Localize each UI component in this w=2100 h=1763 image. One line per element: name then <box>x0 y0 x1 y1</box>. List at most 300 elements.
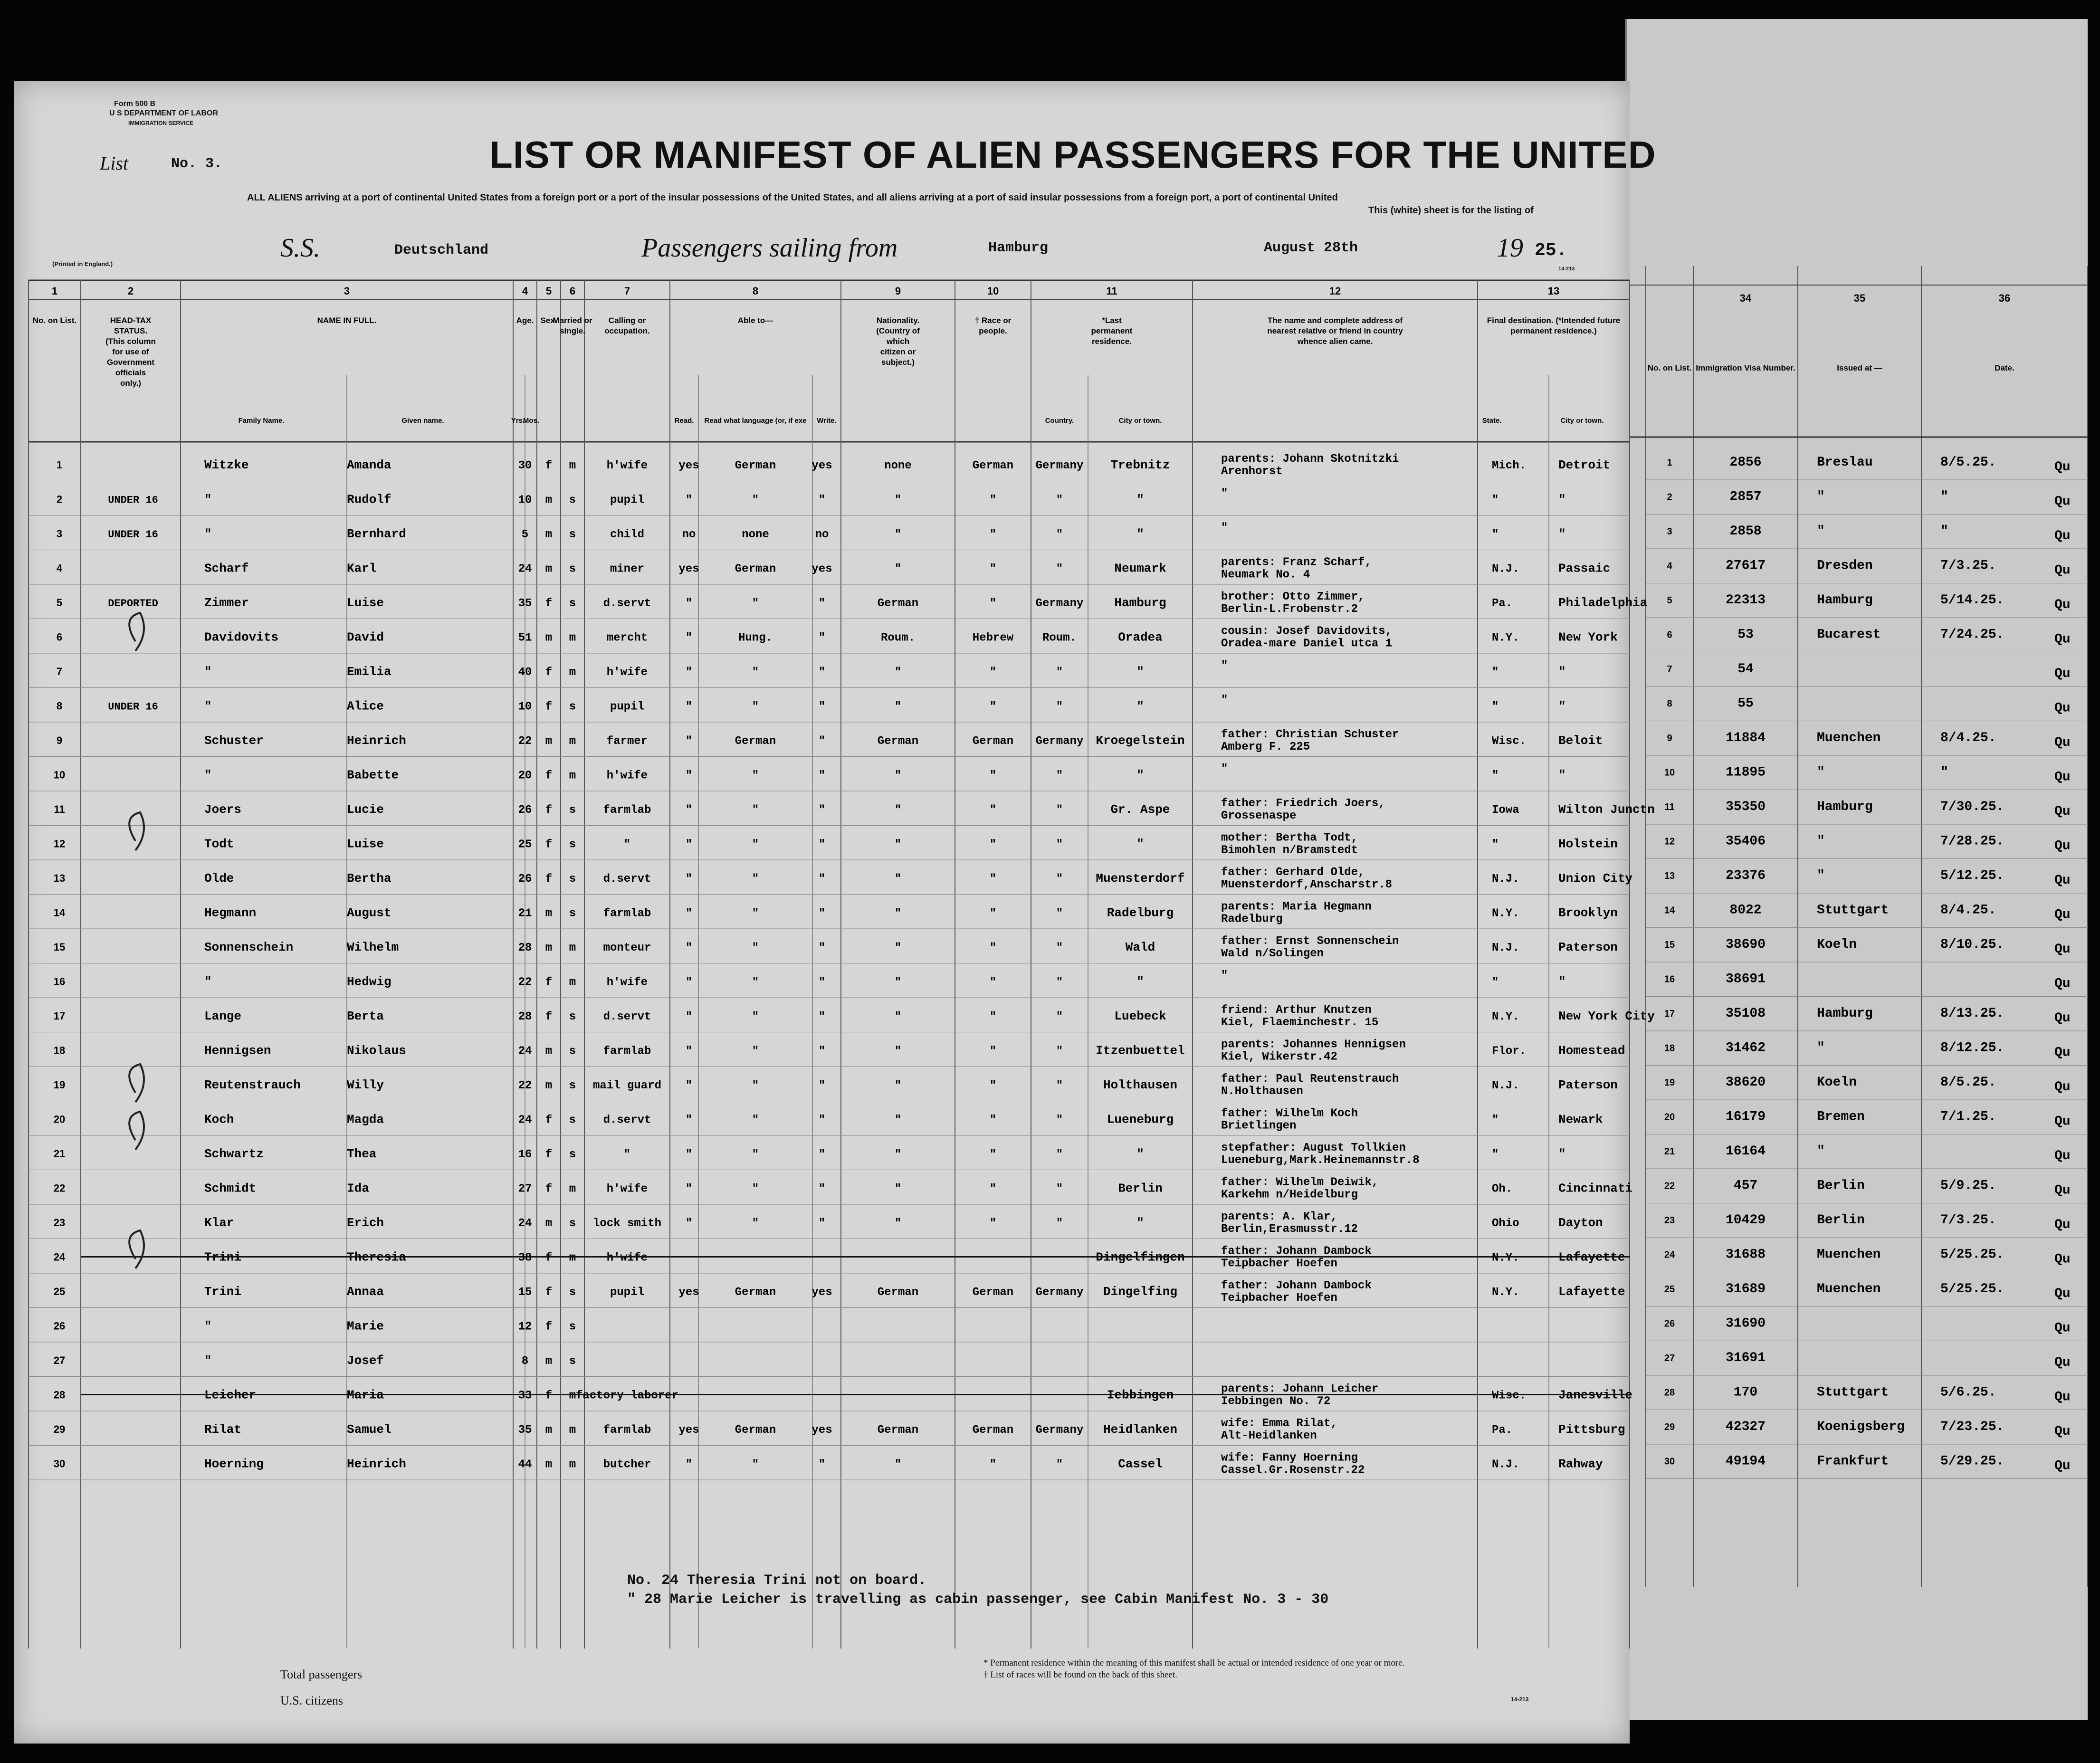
issue-date: 8/10.25. <box>1940 937 2005 952</box>
cell-age: 35 <box>518 597 532 610</box>
cell-ms: m <box>569 1458 576 1471</box>
cell-family: " <box>204 768 212 782</box>
note-2: " 28 Marie Leicher is travelling as cabin passenger, see Cabin Manifest No. 3 - 30 <box>627 1591 1329 1608</box>
issue-date: 8/4.25. <box>1940 731 1996 745</box>
visa-number: 10429 <box>1725 1213 1766 1228</box>
cell-lang: " <box>752 1148 759 1161</box>
quota-mark: Qu <box>2054 770 2071 785</box>
cell-sex: m <box>545 1458 553 1471</box>
column-header: whence alien came. <box>1297 337 1373 346</box>
back-sheet <box>1625 19 2088 1720</box>
cell-write: " <box>818 494 826 507</box>
quota-mark: Qu <box>2054 907 2071 923</box>
cell-nat: " <box>894 562 902 576</box>
cell-city: Trebnitz <box>1110 458 1170 472</box>
cell-family: " <box>204 1319 212 1334</box>
handwritten-mark <box>129 1230 144 1268</box>
cell-given: Heinrich <box>347 734 406 748</box>
cell-sex: f <box>545 769 553 782</box>
row-number: 23 <box>53 1217 66 1229</box>
sailing-date: August 28th <box>1264 240 1358 256</box>
issued-at: " <box>1817 1040 1825 1056</box>
cell-sex: m <box>545 494 553 507</box>
cell-read: yes <box>678 1286 699 1299</box>
right-row-number: 21 <box>1664 1146 1675 1157</box>
cell-family: Schmidt <box>204 1181 257 1196</box>
cell-sex: f <box>545 666 553 679</box>
column-header: which <box>886 337 910 346</box>
issue-date: 8/12.25. <box>1940 1040 2005 1056</box>
visa-number: 42327 <box>1725 1420 1766 1434</box>
cell-city: Iebbingen <box>1107 1388 1174 1402</box>
cell-dest: Paterson <box>1558 1078 1618 1092</box>
cell-nat: " <box>894 700 902 714</box>
cell-city: " <box>1136 837 1144 851</box>
cell-occ: h'wife <box>606 1182 648 1196</box>
cell-occ: mercht <box>606 631 648 645</box>
cell-country: " <box>1056 942 1063 954</box>
subheader: Read what language (or, if exe <box>704 417 807 425</box>
cell-race: " <box>989 666 997 679</box>
column-number: 8 <box>752 285 759 297</box>
relative-line: wife: Emma Rilat, <box>1221 1417 1337 1430</box>
cell-country: " <box>1056 562 1063 576</box>
subheader: State. <box>1482 417 1502 425</box>
cell-read: " <box>685 1217 693 1230</box>
relative-line: parents: Franz Scharf, <box>1221 556 1372 569</box>
cell-state: N.J. <box>1492 562 1519 576</box>
right-row-number: 7 <box>1667 664 1672 675</box>
column-header: † Race or <box>974 316 1012 325</box>
cell-state: Iowa <box>1492 804 1519 817</box>
cell-state: Oh. <box>1492 1182 1513 1196</box>
column-header: (This column <box>105 337 156 346</box>
column-number: 1 <box>51 285 58 297</box>
cell-dest: New York <box>1558 630 1618 645</box>
cell-sex: f <box>545 976 553 989</box>
cell-write: " <box>818 1148 826 1161</box>
issued-at: " <box>1817 765 1825 780</box>
subheader: Write. <box>817 417 837 425</box>
footnote-1: * Permanent residence within the meaning of this manifest shall be actual or intended residence of one year or more. <box>983 1658 1405 1668</box>
cell-occ: pupil <box>610 494 645 507</box>
quota-mark: Qu <box>2054 1045 2071 1060</box>
column-header: residence. <box>1091 337 1132 346</box>
cell-family: Scharf <box>204 561 249 576</box>
row-number: 7 <box>56 666 63 677</box>
cell-write: " <box>818 873 826 886</box>
column-number: 10 <box>987 285 999 297</box>
cell-read: " <box>685 1148 693 1161</box>
relative-line: parents: Johann Leicher <box>1221 1382 1379 1396</box>
cell-given: Samuel <box>347 1422 391 1437</box>
cell-given: Lucie <box>347 802 384 817</box>
cell-occ: child <box>610 528 645 541</box>
cell-age: 10 <box>518 494 532 507</box>
cell-given: Bertha <box>347 871 391 886</box>
right-row-number: 24 <box>1664 1249 1675 1260</box>
cell-country: Germany <box>1035 459 1084 472</box>
column-header: No. on List. <box>32 316 77 325</box>
relative-line: " <box>1221 522 1228 534</box>
cell-given: Annaa <box>347 1285 384 1299</box>
row-number: 25 <box>53 1286 66 1297</box>
cell-country: " <box>1056 976 1063 989</box>
cell-race: " <box>989 1217 997 1230</box>
relative-line: father: Wilhelm Koch <box>1221 1107 1358 1120</box>
visa-number: 16179 <box>1725 1109 1766 1125</box>
cell-tax: UNDER 16 <box>108 494 158 506</box>
issued-at: Berlin <box>1817 1213 1865 1228</box>
relative-line: Karkehm n/Heidelburg <box>1221 1188 1358 1201</box>
list-label: List <box>100 152 129 174</box>
issue-date: 7/3.25. <box>1940 1213 1996 1228</box>
cell-read: yes <box>678 1424 699 1437</box>
cell-occ: h'wife <box>606 459 648 472</box>
right-column-header: Immigration Visa Number. <box>1696 363 1795 372</box>
relative-line: father: Friedrich Joers, <box>1221 797 1385 810</box>
cell-age: 15 <box>518 1286 532 1299</box>
cell-dest: Cincinnati <box>1558 1181 1633 1196</box>
year-prefix: 19 <box>1497 233 1523 263</box>
row-number: 11 <box>54 803 65 815</box>
cell-country: " <box>1056 528 1063 541</box>
cell-state: " <box>1492 528 1499 541</box>
right-row-number: 14 <box>1664 905 1675 916</box>
cell-sex: m <box>545 1424 553 1437</box>
cell-dest: " <box>1558 1147 1566 1161</box>
column-number: 13 <box>1547 285 1560 297</box>
quota-mark: Qu <box>2054 1252 2071 1267</box>
cell-read: " <box>685 804 693 817</box>
cell-given: Magda <box>347 1112 384 1127</box>
visa-number: 31688 <box>1725 1247 1766 1262</box>
cell-ms: s <box>569 873 576 886</box>
relative-line: Cassel.Gr.Rosenstr.22 <box>1221 1464 1365 1477</box>
cell-nat: " <box>894 838 902 851</box>
cell-dest: Beloit <box>1558 734 1603 748</box>
cell-state: " <box>1492 1114 1499 1127</box>
quota-mark: Qu <box>2054 873 2071 888</box>
cell-lang: " <box>752 838 759 851</box>
cell-write: " <box>818 597 826 610</box>
cell-state: N.Y. <box>1492 1251 1519 1265</box>
cell-nat: " <box>894 1079 902 1092</box>
column-header: Able to— <box>737 316 773 325</box>
right-row-number: 4 <box>1667 561 1672 572</box>
port-name: Hamburg <box>988 240 1049 256</box>
cell-ms: s <box>569 1286 576 1299</box>
cell-country: " <box>1056 1182 1063 1196</box>
cell-occ: butcher <box>603 1458 651 1471</box>
cell-sex: m <box>545 528 553 541</box>
row-number: 29 <box>53 1423 66 1435</box>
relative-line: Wald n/Solingen <box>1221 947 1324 960</box>
relative-line: Alt-Heidlanken <box>1221 1429 1317 1442</box>
cell-city: " <box>1136 768 1144 782</box>
visa-number: 31691 <box>1725 1351 1766 1365</box>
column-header: *Last <box>1102 316 1122 325</box>
cell-country: Germany <box>1035 1424 1084 1437</box>
cell-city: Berlin <box>1118 1181 1163 1196</box>
subheader: Mos. <box>523 417 540 425</box>
cell-ms: s <box>569 838 576 851</box>
footnote-2: † List of races will be found on the back of this sheet. <box>983 1670 1177 1680</box>
relative-line: Bimohlen n/Bramstedt <box>1221 844 1358 857</box>
issue-date: 5/9.25. <box>1940 1178 1996 1193</box>
row-number: 21 <box>53 1148 66 1160</box>
cell-city: Wald <box>1125 940 1155 954</box>
quota-mark: Qu <box>2054 667 2071 681</box>
issued-at: Bucarest <box>1817 627 1881 642</box>
relative-line: Oradea-mare Daniel utca 1 <box>1221 637 1393 650</box>
cell-sex: f <box>545 1114 553 1127</box>
cell-age: 24 <box>518 1045 532 1058</box>
relative-line: Neumark No. 4 <box>1221 568 1310 581</box>
row-number: 1 <box>56 459 63 471</box>
cell-given: Luise <box>347 596 384 610</box>
relative-line: Berlin-L.Frobenstr.2 <box>1221 603 1358 616</box>
row-number: 17 <box>53 1010 66 1022</box>
cell-city: Dingelfing <box>1103 1285 1178 1299</box>
visa-number: 23376 <box>1725 868 1766 883</box>
cell-dest: Lafayette <box>1558 1285 1625 1299</box>
cell-write: " <box>818 666 826 679</box>
cell-read: " <box>685 1079 693 1092</box>
visa-number: 11895 <box>1725 765 1766 780</box>
relative-line: Teipbacher Hoefen <box>1221 1292 1337 1305</box>
row-number: 5 <box>56 597 63 609</box>
column-header: subject.) <box>881 358 915 367</box>
cell-lang: " <box>752 1182 759 1196</box>
row-number: 24 <box>53 1251 66 1263</box>
quota-mark: Qu <box>2054 942 2071 957</box>
row-number: 27 <box>53 1354 66 1366</box>
visa-number: 38620 <box>1725 1075 1766 1090</box>
cell-write: " <box>818 1217 826 1230</box>
cell-write: " <box>818 769 826 782</box>
cell-family: " <box>204 492 212 507</box>
cell-state: N.Y. <box>1492 907 1519 920</box>
year: 25. <box>1535 240 1567 261</box>
cell-read: " <box>685 494 693 507</box>
cell-age: 12 <box>518 1320 532 1334</box>
cell-age: 24 <box>518 1114 532 1127</box>
cell-nat: " <box>894 528 902 541</box>
right-row-number: 2 <box>1667 492 1672 503</box>
footer-code: 14-213 <box>1511 1696 1529 1703</box>
cell-country: Germany <box>1035 1286 1084 1299</box>
cell-occ: mail guard <box>592 1079 662 1092</box>
cell-ms: s <box>569 1320 576 1334</box>
visa-number: 31689 <box>1725 1282 1766 1296</box>
cell-write: " <box>818 1182 826 1196</box>
cell-ms: s <box>569 494 576 507</box>
cell-family: Rilat <box>204 1422 242 1437</box>
cell-lang: German <box>735 1424 776 1437</box>
issue-date: 5/6.25. <box>1940 1385 1996 1400</box>
quota-mark: Qu <box>2054 460 2071 475</box>
relative-line: father: Christian Schuster <box>1221 728 1399 741</box>
cell-age: 30 <box>518 459 532 472</box>
cell-ms: m <box>569 769 576 782</box>
visa-number: 35108 <box>1725 1006 1766 1021</box>
cell-age: 35 <box>518 1424 532 1437</box>
cell-age: 24 <box>518 1217 532 1230</box>
quota-mark: Qu <box>2054 1321 2071 1336</box>
visa-number: 16164 <box>1725 1144 1766 1159</box>
right-column-number: 35 <box>1853 292 1866 304</box>
cell-sex: m <box>545 1079 553 1092</box>
subtitle: ALL ALIENS arriving at a port of continental United States from a foreign port or a port of the insular possessions of the United States, and all aliens arriving at a port of said insular possessions from a foreign port, a port of continental United <box>247 192 1338 203</box>
list-number: No. 3. <box>171 156 223 172</box>
column-number: 9 <box>895 285 901 297</box>
cell-lang: " <box>752 1458 759 1471</box>
cell-age: 22 <box>518 976 532 989</box>
cell-lang: none <box>742 528 769 541</box>
cell-family: Schwartz <box>204 1147 264 1161</box>
visa-number: 22313 <box>1725 593 1766 608</box>
column-number: 4 <box>522 285 528 297</box>
cell-occ: farmlab <box>603 1045 651 1058</box>
cell-race: " <box>989 700 997 714</box>
cell-occ: h'wife <box>606 1251 648 1265</box>
cell-given: Wilhelm <box>347 940 399 954</box>
visa-number: 31690 <box>1725 1316 1766 1331</box>
cell-city: Cassel <box>1118 1457 1163 1471</box>
cell-race: " <box>989 1182 997 1196</box>
row-number: 16 <box>53 975 66 988</box>
cell-write: yes <box>811 562 832 576</box>
cell-race: " <box>989 838 997 851</box>
cell-family: Witzke <box>204 458 249 472</box>
column-header: Government <box>106 358 155 367</box>
quota-mark: Qu <box>2054 839 2071 854</box>
cell-read: " <box>685 1010 693 1023</box>
cell-write: " <box>818 735 826 748</box>
visa-number: 27617 <box>1725 558 1766 573</box>
right-row-number: 26 <box>1664 1318 1675 1329</box>
issued-at: " <box>1817 868 1825 883</box>
cell-ms: s <box>569 1114 576 1127</box>
column-number: 11 <box>1106 285 1117 297</box>
cell-age: 21 <box>518 907 532 920</box>
cell-age: 16 <box>518 1148 532 1161</box>
right-column-number: 34 <box>1739 292 1752 304</box>
issued-at: Muenchen <box>1817 1282 1881 1296</box>
quota-mark: Qu <box>2054 1390 2071 1405</box>
cell-city: Luebeck <box>1114 1009 1166 1023</box>
relative-line: parents: Maria Hegmann <box>1221 900 1372 914</box>
cell-city: Kroegelstein <box>1096 734 1185 748</box>
cell-age: 26 <box>518 873 532 886</box>
cell-write: " <box>818 976 826 989</box>
cell-race: " <box>989 1458 997 1471</box>
row-number: 20 <box>53 1113 66 1125</box>
cell-country: Germany <box>1035 597 1084 610</box>
cell-race: German <box>972 1286 1014 1299</box>
issue-date: 8/4.25. <box>1940 903 1996 918</box>
cell-sex: f <box>545 1286 553 1299</box>
cell-given: August <box>347 905 391 920</box>
cell-family: Sonnenschein <box>204 940 294 954</box>
relative-line: Muensterdorf,Anscharstr.8 <box>1221 878 1393 891</box>
cell-ms: s <box>569 1217 576 1230</box>
cell-ms: s <box>569 1355 576 1368</box>
cell-occ: miner <box>610 562 645 576</box>
issue-date: 5/25.25. <box>1940 1247 2005 1262</box>
quota-mark: Qu <box>2054 976 2071 991</box>
cell-given: Theresia <box>347 1250 406 1265</box>
cell-sex: m <box>545 631 553 645</box>
cell-nat: Roum. <box>880 631 916 645</box>
visa-number: 31462 <box>1725 1040 1766 1056</box>
relative-line: Iebbingen No. 72 <box>1221 1395 1331 1408</box>
subheader: Read. <box>674 417 694 425</box>
cell-nat: " <box>894 1114 902 1127</box>
cell-lang: " <box>752 769 759 782</box>
relative-line: Amberg F. 225 <box>1221 741 1310 753</box>
cell-write: no <box>815 528 829 541</box>
issued-at: Muenchen <box>1817 731 1881 745</box>
subheader: Given name. <box>401 417 444 425</box>
cell-state: " <box>1492 976 1499 989</box>
cell-nat: " <box>894 1182 902 1196</box>
right-row-number: 20 <box>1664 1112 1675 1123</box>
right-row-number: 3 <box>1667 526 1672 537</box>
right-column-header: Date. <box>1995 363 2014 372</box>
printed-note: (Printed in England.) <box>52 260 113 267</box>
relative-line: mother: Bertha Todt, <box>1221 831 1358 845</box>
visa-number: 2858 <box>1729 524 1762 539</box>
cell-read: yes <box>678 459 699 472</box>
cell-race: " <box>989 1010 997 1023</box>
cell-dest: Holstein <box>1558 837 1618 851</box>
row-number: 22 <box>53 1182 66 1194</box>
cell-ms: m <box>569 976 576 989</box>
issued-at: Bremen <box>1817 1109 1865 1125</box>
issued-at: " <box>1817 1144 1825 1159</box>
cell-dest: New York City <box>1558 1009 1655 1023</box>
cell-occ: factory laborer <box>575 1389 679 1402</box>
cell-race: " <box>989 494 997 507</box>
cell-family: " <box>204 1353 212 1368</box>
cell-nat: " <box>894 494 902 507</box>
cell-age: 20 <box>518 769 532 782</box>
cell-nat: German <box>877 1424 919 1437</box>
cell-dest: Passaic <box>1558 561 1611 576</box>
right-row-number: 28 <box>1664 1387 1675 1398</box>
page-title: LIST OR MANIFEST OF ALIEN PASSENGERS FOR THE UNITED <box>489 133 1656 176</box>
subheader: Family Name. <box>238 417 285 425</box>
cell-race: " <box>989 1079 997 1092</box>
cell-ms: s <box>569 562 576 576</box>
quota-mark: Qu <box>2054 1355 2071 1370</box>
cell-nat: " <box>894 976 902 989</box>
cell-age: 25 <box>518 838 532 851</box>
right-row-number: 19 <box>1664 1077 1675 1088</box>
cell-write: " <box>818 1045 826 1058</box>
sailing-label: Passengers sailing from <box>641 233 898 263</box>
visa-number: 457 <box>1733 1178 1758 1193</box>
cell-write: " <box>818 804 826 817</box>
cell-ms: m <box>569 1251 576 1265</box>
cell-given: Erich <box>347 1216 384 1230</box>
cell-sex: m <box>545 942 553 954</box>
cell-sex: f <box>545 700 553 714</box>
issued-at: Koenigsberg <box>1817 1420 1905 1434</box>
right-column-number: 36 <box>1998 292 2011 304</box>
